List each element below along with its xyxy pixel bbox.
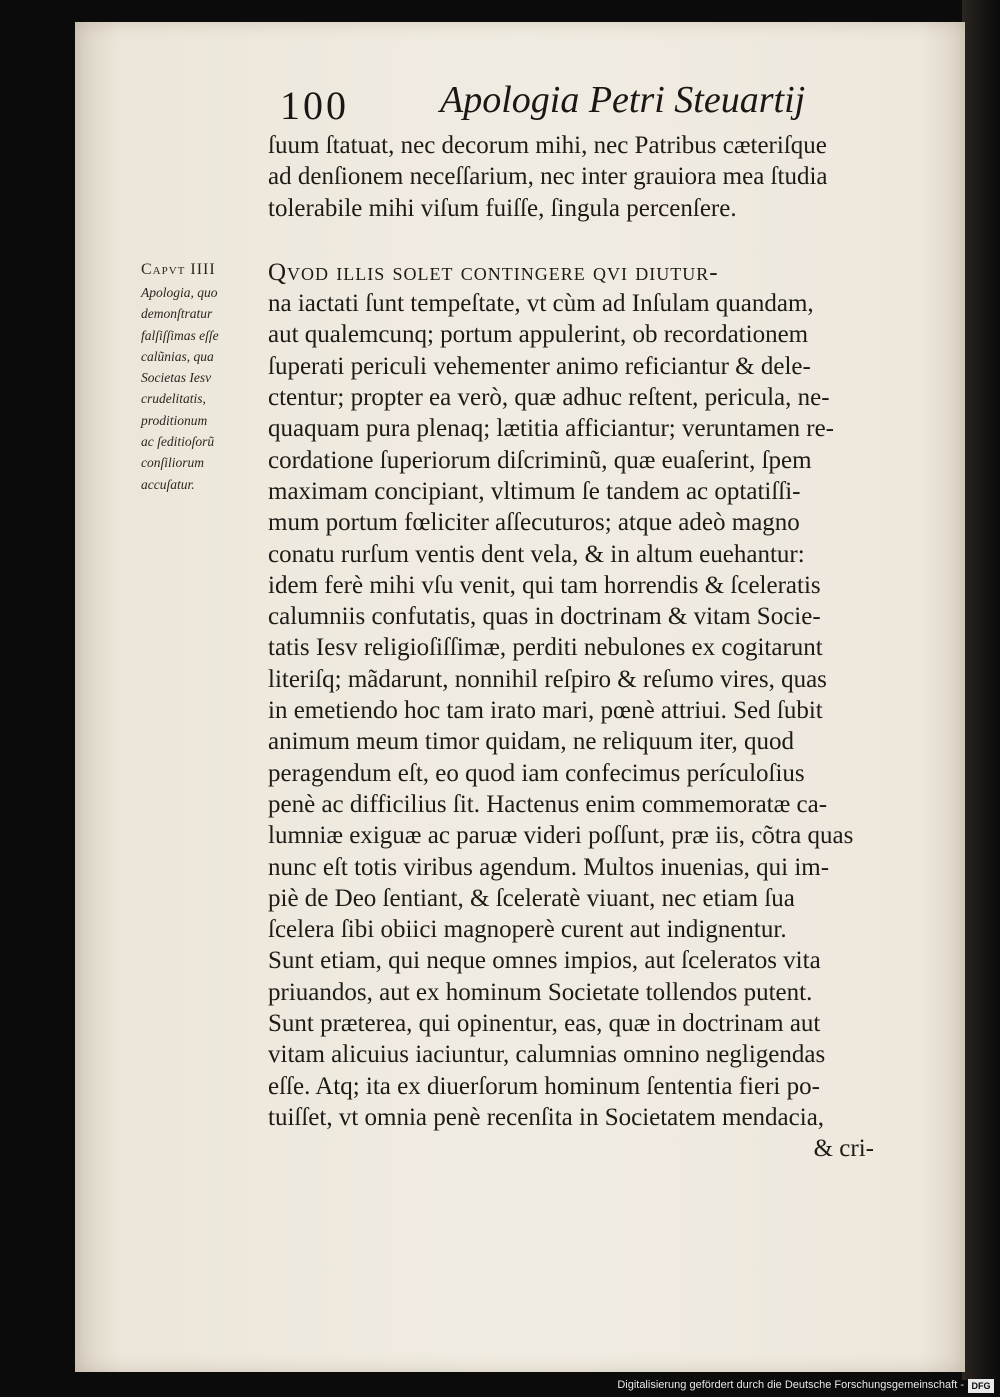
- text-line: ſuperati periculi vehementer animo reficiantur & dele-: [268, 352, 811, 380]
- text-line: Sunt præterea, qui opinentur, eas, quæ in doctrinam aut: [268, 1010, 821, 1038]
- text-line: piè de Deo ſentiant, & ſceleratè viuant, nec etiam ſua: [268, 884, 795, 912]
- margin-note-line: accuſatur.: [141, 476, 195, 492]
- text-line: eſſe. Atq; ita ex diuerſorum hominum ſententia fieri po-: [268, 1072, 820, 1100]
- text-line: calumniis confutatis, quas in doctrinam & vitam Socie-: [268, 603, 821, 631]
- margin-note: [141, 258, 266, 495]
- margin-note-line: Societas Iesv: [141, 370, 212, 386]
- margin-note-line: falſiſſimas eſſe: [141, 327, 219, 343]
- text-line: nunc eſt totis viribus agendum. Multos inuenias, qui im-: [268, 853, 830, 881]
- section-gap: [268, 224, 918, 257]
- running-title: Apologia Petri Steuartij: [440, 79, 806, 121]
- margin-note-line: proditionum: [141, 412, 208, 428]
- text-line: penè ac difficilius ſit. Hactenus enim commemoratæ ca-: [268, 790, 828, 818]
- dfg-logo: DFG: [968, 1379, 994, 1393]
- margin-note-line: ac ſeditioſorũ: [141, 434, 215, 450]
- text-line: tatis Iesv religioſiſſimæ, perditi nebulones ex cogitarunt: [268, 634, 823, 662]
- text-line: mum portum fœliciter aſſecuturos; atque adeò magno: [268, 509, 800, 537]
- digitization-credit: Digitalisierung gefördert durch die Deutsche Forschungsgemeinschaft -: [617, 1379, 964, 1391]
- margin-note-heading: Capvt IIII: [141, 261, 216, 278]
- text-line: ſcelera ſibi obiici magnoperè curent aut indignentur.: [268, 916, 787, 944]
- catchword: & cri-: [813, 1135, 874, 1163]
- text-line: aut qualemcunq; portum appulerint, ob recordationem: [268, 321, 809, 349]
- text-line: tolerabile mihi viſum fuiſſe, ſingula percenſere.: [268, 194, 737, 222]
- text-line: conatu rurſum ventis dent vela, & in altum euehantur:: [268, 540, 805, 568]
- text-line: idem ferè mihi vſu venit, qui tam horrendis & ſceleratis: [268, 571, 821, 599]
- page-number: 100: [280, 83, 349, 128]
- body-text: [268, 130, 918, 1165]
- text-line: ad denſionem neceſſarium, nec inter grauiora mea ſtudia: [268, 163, 828, 191]
- text-line: na iactati ſunt tempeſtate, vt cùm ad Inſulam quandam,: [268, 290, 814, 318]
- margin-note-line: Apologia, quo: [141, 285, 218, 300]
- text-line: tuiſſet, vt omnia penè recenſita in Societatem mendacia,: [268, 1103, 825, 1131]
- text-line: vitam alicuius iaciuntur, calumnias omnino negligendas: [268, 1041, 826, 1069]
- book-spine-edge: [962, 0, 1000, 1380]
- margin-note-line: crudelitatis,: [141, 391, 206, 407]
- text-line: peragendum eſt, eo quod iam confecimus perículoſius: [268, 759, 805, 787]
- chapter-opening-line: Qvod illis solet contingere qvi diutur-: [268, 258, 719, 286]
- text-line: literiſq; mãdarunt, nonnihil reſpiro & reſumo vires, quas: [268, 665, 827, 693]
- text-line: ctentur; propter ea verò, quæ adhuc reſtent, pericula, ne-: [268, 384, 830, 412]
- text-line: ſuum ſtatuat, nec decorum mihi, nec Patribus cæteriſque: [268, 132, 827, 159]
- text-line: quaquam pura plenaq; lætitia afficiantur; veruntamen re-: [268, 415, 834, 443]
- margin-note-line: demonſtratur: [141, 306, 213, 322]
- text-line: animum meum timor quidam, ne reliquum iter, quod: [268, 728, 794, 756]
- text-line: Sunt etiam, qui neque omnes impios, aut ſceleratos vita: [268, 947, 821, 975]
- margin-note-line: calũnias, qua: [141, 348, 214, 364]
- text-line: lumniæ exiguæ ac paruæ videri poſſunt, præ iis, cõtra quas: [268, 822, 854, 850]
- page-header: [280, 78, 840, 128]
- text-line: in emetiendo hoc tam irato mari, pœnè attriui. Sed ſubit: [268, 697, 823, 725]
- margin-note-line: conſiliorum: [141, 455, 204, 471]
- text-line: priuandos, aut ex hominum Societate tollendos putent.: [268, 978, 813, 1006]
- text-line: maximam concipiant, vltimum ſe tandem ac optatiſſi-: [268, 477, 801, 505]
- text-line: cordatione ſuperiorum diſcriminũ, quæ euaſerint, ſpem: [268, 446, 812, 474]
